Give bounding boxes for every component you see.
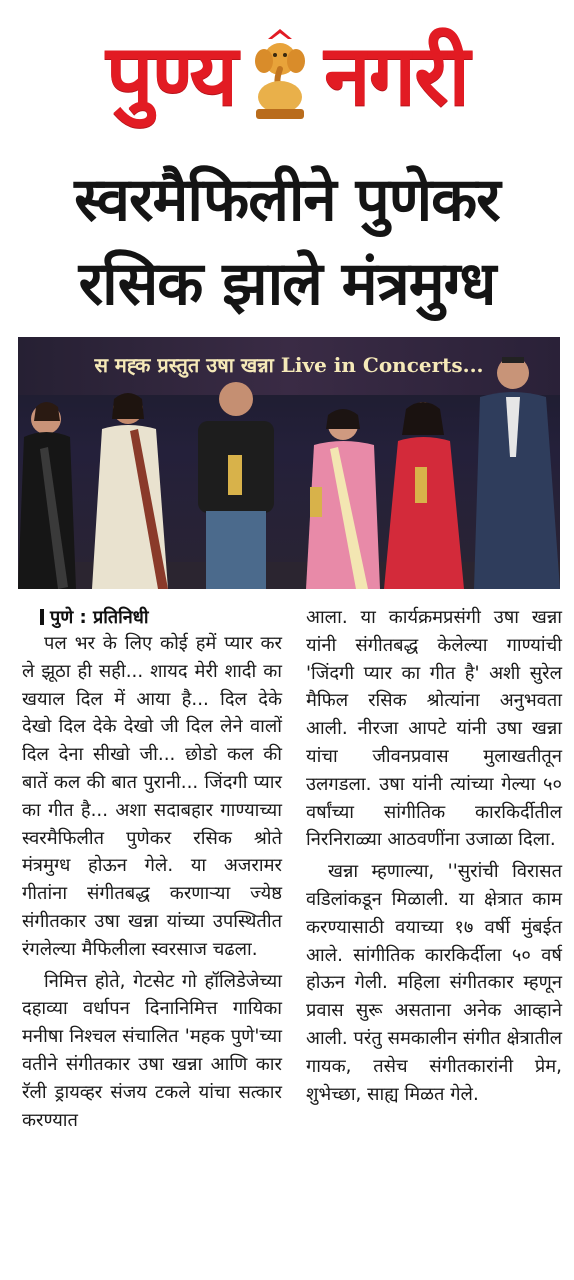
byline-text: पुणे : प्रतिनिधी — [50, 607, 149, 628]
masthead-left-word: पुण्य — [105, 26, 237, 124]
headline-line-2: रसिक झाले मंत्रमुग्ध — [78, 249, 496, 319]
event-photo — [18, 337, 560, 589]
article-paragraph: खन्ना म्हणाल्या, ''सुरांची विरासत वडिलांकडून मिळाली. या क्षेत्रात काम करण्यासाठी वयाच्या १७ वर्षी मुंबईत आले. सांगीतिक कारकिर्दीला ५० वर्ष होऊन गेली. महिला संगीतकार म्हणून प्रवास सुरू असताना अनेक आव्हाने आली. परंतु समकालीन संगीत क्षेत्रातील गायक, तसेच संगीतकारांनी प्रेम, शुभेच्छा, साह्य मिळत गेले. — [306, 861, 562, 1105]
headline-line-1: स्वरमैफिलीने पुणेकर — [74, 165, 500, 235]
article-paragraph: आला. या कार्यक्रमप्रसंगी उषा खन्ना यांनी संगीतबद्ध केलेल्या गाण्यांची 'जिंदगी प्यार का गीत है' अशी सुरेल मैफिल रसिक श्रोत्यांना अनुभवता आली. नीरजा आपटे यांनी उषा खन्ना यांचा जीवनप्रवास मुलाखतीतून उलगडला. उषा यांनी त्यांच्या गेल्या ५० वर्षांच्या सांगीतिक कारकिर्दीतील निरनिराळ्या आठवणींना उजाळा दिला. — [306, 607, 562, 851]
photo-people-illustration — [18, 337, 560, 589]
headline — [0, 158, 574, 326]
banner-text: स मह्क प्रस्तुत उषा खन्ना Live in Concerts... — [94, 353, 484, 377]
byline — [40, 605, 149, 629]
article-column-left — [22, 630, 282, 1134]
article-paragraph: निमित्त होते, गेटसेट गो हॉलिडेजेच्या दहाव्या वर्धापन दिनानिमित्त गायिका मनीषा निश्चल संचालित 'महक पुणे'च्या वतीने संगीतकार उषा खन्ना आणि कार रॅली ड्रायव्हर संजय टकले यांचा सत्कार करण्यात — [22, 970, 282, 1131]
article-column-right — [306, 604, 562, 1108]
masthead-right-word: नगरी — [324, 26, 469, 124]
masthead — [0, 0, 574, 150]
byline-marker — [40, 609, 44, 625]
article-paragraph: पल भर के लिए कोई हमें प्यार कर ले झूठा ही सही... शायद मेरी शादी का खयाल दिल में आया है... दिल देके देखो दिल देके देखो जी दिल लेने वालों दिल देना सीखो जी... छोडो कल की बातें कल की बात पुरानी... जिंदगी प्यार का गीत है... अशा सदाबहार गाण्याच्या स्वरमैफिलीत पुणेकर रसिक श्रोते मंत्रमुग्ध होऊन गेले. या अजरामर गीतांना संगीतबद्ध करणाऱ्या ज्येष्ठ संगीतकार उषा खन्ना यांच्या उपस्थितीत रंगलेल्या मैफिलीला स्वरसाज चढला. — [22, 633, 282, 960]
ganesha-icon — [244, 25, 316, 125]
